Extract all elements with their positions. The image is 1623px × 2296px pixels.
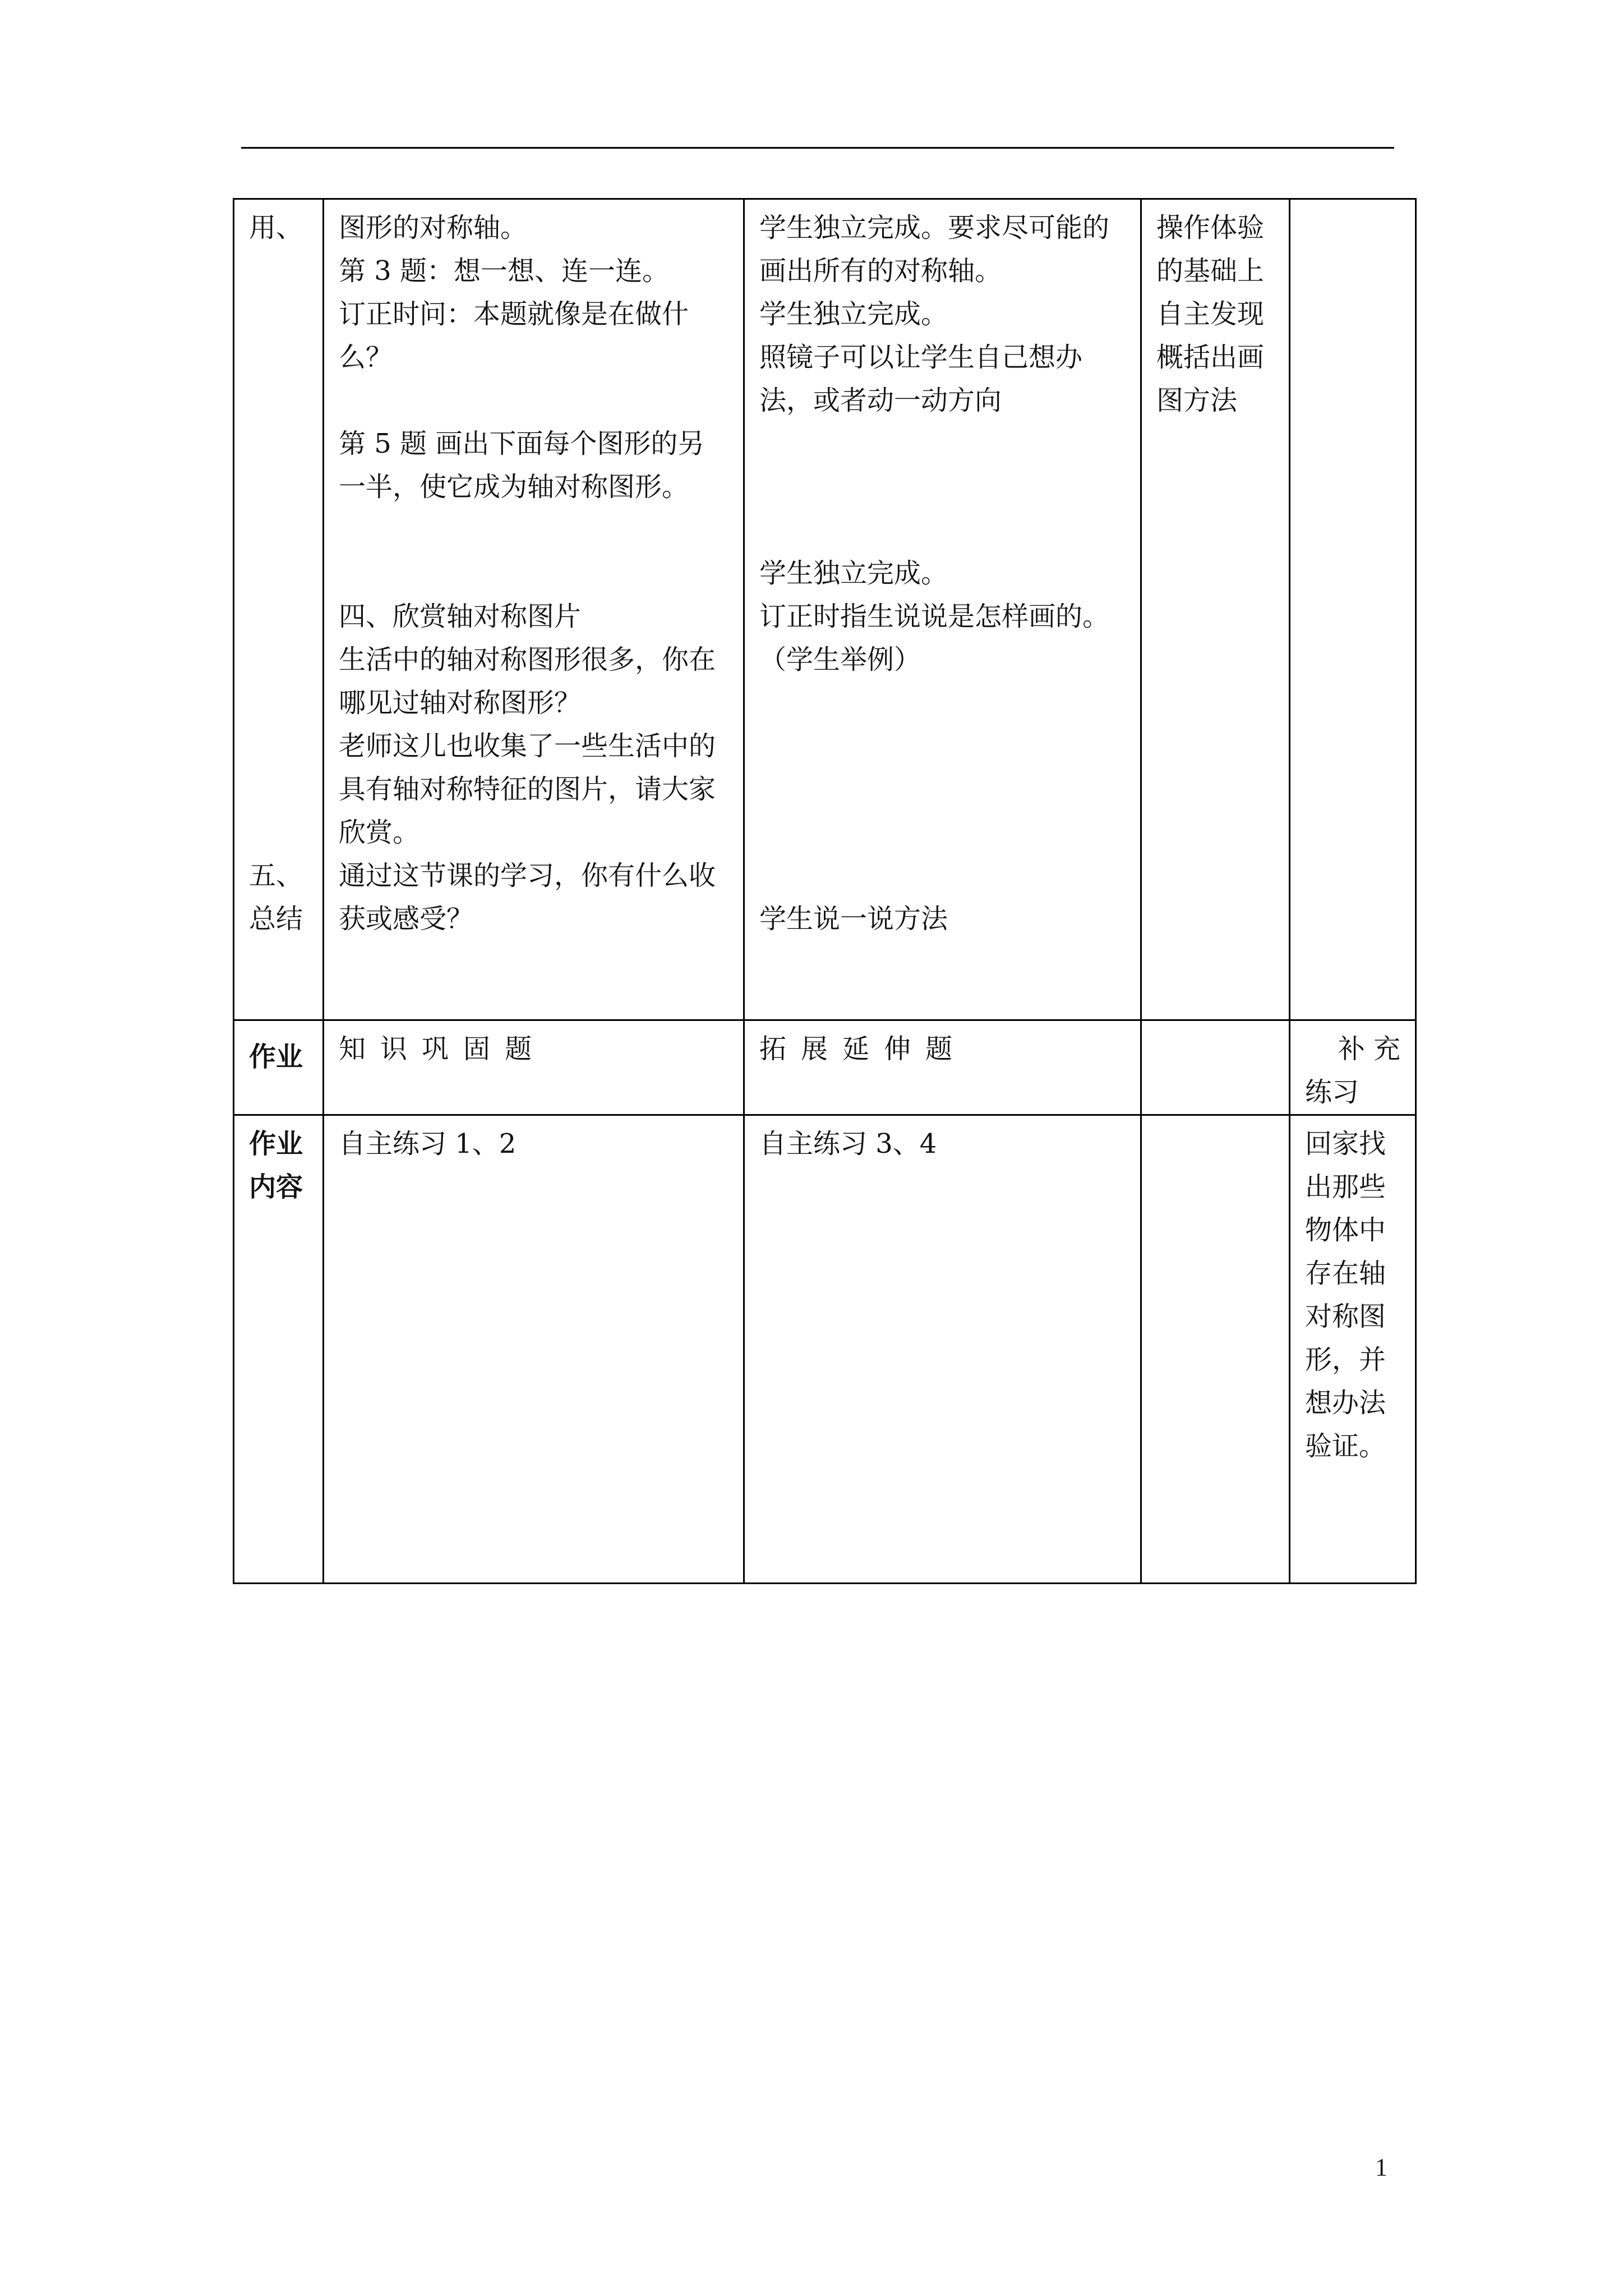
extension-heading: 拓展延伸题 [759,1033,967,1065]
text-paragraph: 第 5 题 画出下面每个图形的另一半，使它成为轴对称图形。 [339,428,705,503]
page-number: 1 [1375,2154,1387,2181]
text-line: 学生说一说方法 [759,903,948,935]
text-paragraph: 照镜子可以让学生自己想办法，或者动一动方向 [759,342,1083,416]
section-label: 五、 [249,860,303,891]
extension-content-cell [744,1115,1141,1584]
homework-row [234,1020,1416,1115]
text-paragraph: 通过这节课的学习，你有什么收获或感受？ [339,860,716,935]
text-paragraph: 生活中的轴对称图形很多，你在哪见过轴对称图形？ [339,644,716,719]
knowledge-content: 自主练习 1、2 [339,1128,517,1159]
text-paragraph: 学生独立完成。要求尽可能的画出所有的对称轴。 [759,212,1110,287]
text-line: 验证。 [1305,1430,1386,1462]
knowledge-heading: 知识巩固题 [339,1033,547,1065]
text-line: 图方法 [1156,385,1238,416]
text-line: 订正时指生说说是怎样画的。 [759,601,1110,632]
text-line: 想办法 [1305,1387,1386,1419]
supplement-cell [1290,1020,1416,1115]
text-line: 概括出画 [1156,342,1265,373]
knowledge-content-cell [324,1115,744,1584]
text-line: 第 3 题：想一想、连一连。 [339,255,670,287]
lesson-row [234,199,1416,1020]
text-line: 存在轴 [1305,1258,1386,1289]
empty-cell [1290,199,1416,1020]
text-line: 形，并 [1305,1344,1386,1375]
text-line: 物体中 [1305,1214,1386,1246]
text-line: 的基础上 [1156,255,1265,287]
text-paragraph: 老师这儿也收集了一些生活中的具有轴对称特征的图片，请大家欣赏。 [339,730,716,848]
header-rule [241,147,1394,149]
empty-cell [1141,1115,1290,1584]
text-line: 学生独立完成。 [759,298,948,330]
text-line: 操作体验 [1156,212,1265,243]
text-line: 对称图 [1305,1301,1386,1332]
text-line: 四、欣赏轴对称图片 [339,601,582,632]
section-label: 用、 [249,212,303,243]
supplement-heading: 补 充 [1338,1033,1400,1065]
text-line: （学生举例） [759,644,921,675]
empty-cell [1141,1020,1290,1115]
homework-label: 作业 [249,1041,303,1073]
text-line: 出那些 [1305,1171,1386,1203]
homework-content-label-cell [234,1115,324,1584]
design-intent-cell [1141,199,1290,1020]
text-line: 回家找 [1305,1128,1386,1159]
text-paragraph: 订正时问：本题就像是在做什么？ [339,298,689,373]
lesson-plan-table [233,198,1417,1584]
extension-cell [744,1020,1141,1115]
section-label: 总结 [249,903,303,935]
text-line: 学生独立完成。 [759,558,948,589]
section-cell [234,199,324,1020]
homework-content-row [234,1115,1416,1584]
knowledge-cell [324,1020,744,1115]
teacher-activity-cell [324,199,744,1020]
student-activity-cell [744,199,1141,1020]
homework-label-cell [234,1020,324,1115]
text-line: 图形的对称轴。 [339,212,528,243]
supplement-heading: 练习 [1305,1076,1359,1108]
text-line: 自主发现 [1156,298,1265,330]
homework-content-label: 作业 [249,1128,303,1159]
supplement-content-cell [1290,1115,1416,1584]
homework-content-label: 内容 [249,1171,303,1203]
extension-content: 自主练习 3、4 [759,1128,937,1159]
